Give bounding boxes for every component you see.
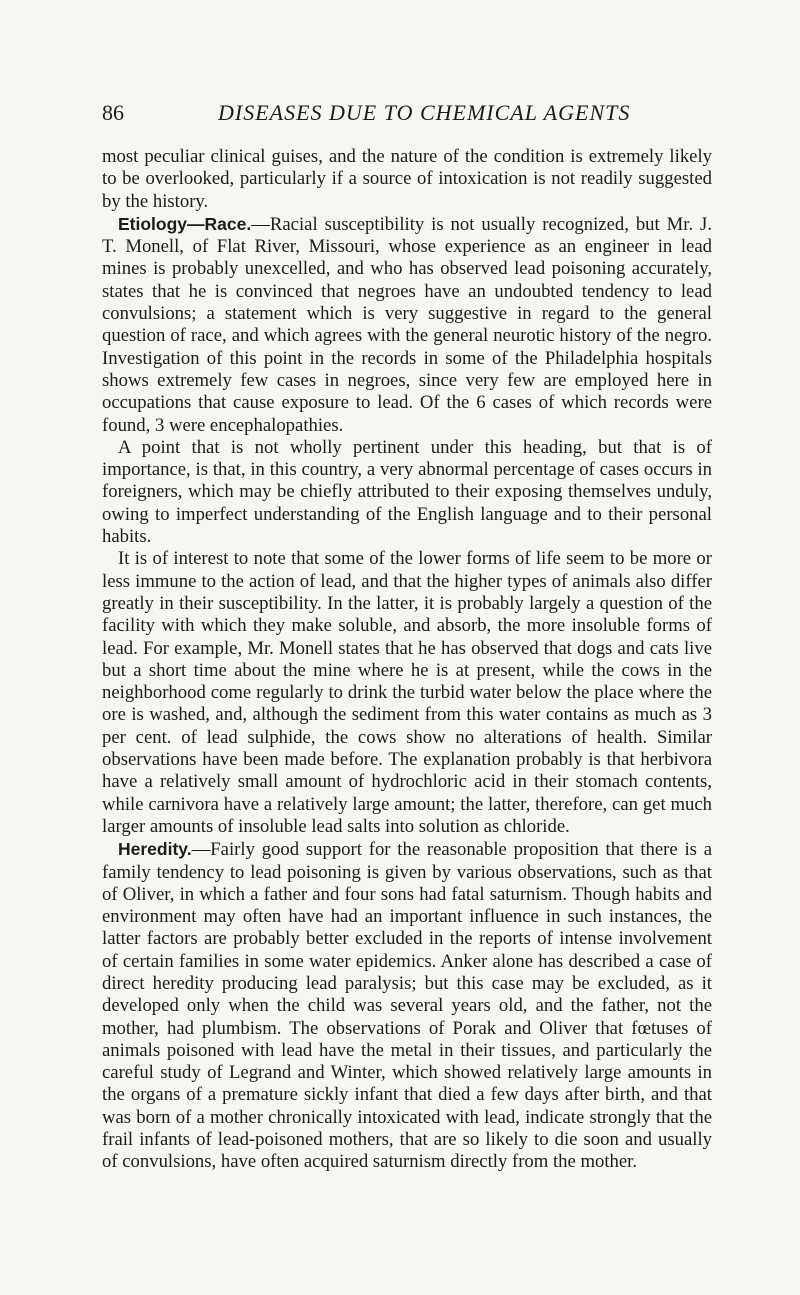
page-header [102,100,712,130]
section-heading-etiology-race: Etiology—Race. [118,213,252,234]
paragraph-animal-susceptibility [102,548,712,838]
paragraph-heredity [102,838,712,1173]
paragraph-text: A point that is not wholly pertinent under this heading, but that is of importance, is that, in this country, a very abnormal percentage of cases occurs in foreigners, which may be chiefly attributed to their exposing themselves unduly, owing to imperfect understanding of the English language and to their personal habits. [102,436,712,548]
paragraph-text: —Fairly good support for the reasonable proposition that there is a family tendency to lead poisoning is given by various observations, such as that of Oliver, in which a father and four sons had fatal saturnism. Though habits and environment may often have had an important influence in such instances, the latter factors are probably better excluded in the reports of intense involvement of certain families in some water epidemics. Anker alone has described a case of direct heredity producing lead paralysis; but this case may be excluded, as it developed only when the child was several years old, and the father, not the mother, had plumbism. The observations of Porak and Oliver that fœtuses of animals poisoned with lead have the metal in their tissues, and particularly the careful study of Legrand and Winter, which showed relatively large amounts in the organs of a premature sickly infant that died a few days after birth, and that was born of a mother chronically intoxicated with lead, indicate strongly that the frail infants of lead-poisoned mothers, that are so likely to die soon and usually of convulsions, have often acquired saturnism directly from the mother. [102,839,712,1173]
body-text [102,146,712,1174]
paragraph-continuation [102,146,712,213]
paragraph-text: —Racial susceptibility is not usually recognized, but Mr. J. T. Monell, of Flat River, Missouri, whose experience as an engineer in lead mines is probably unexcelled, and who has observed lead poisoning accurately, states that he is convinced that negroes have an undoubted tendency to lead convulsions; a statement which is very suggestive in regard to the general question of race, and which agrees with the general neurotic history of the negro. Investigation of this point in the records in some of the Philadelphia hospitals shows extremely few cases in negroes, since very few are employed here in occupations that cause exposure to lead. Of the 6 cases of which records were found, 3 were encephalopathies. [102,213,712,436]
paragraph-foreigners [102,437,712,548]
paragraph-text: It is of interest to note that some of the lower forms of life seem to be more or less immune to the action of lead, and that the higher types of animals also differ greatly in their susceptibility. In the latter, it is probably largely a question of the facility with which they make soluble, and absorb, the more insoluble forms of lead. For example, Mr. Monell states that he has observed that dogs and cats live but a short time about the mine where he is at present, while the cows in the neighborhood come regularly to drink the turbid water below the place where the ore is washed, and, although the sediment from this water contains as much as 3 per cent. of lead sulphide, the cows show no alterations of health. Similar observations have been made before. The explanation probably is that herbivora have a relatively small amount of hydrochloric acid in their stomach contents, while carnivora have a relatively large amount; the latter, therefore, can get much larger amounts of insoluble lead salts into solution as chloride. [102,548,712,837]
section-heading-heredity: Heredity. [118,839,192,860]
paragraph-text: most peculiar clinical guises, and the nature of the condition is extremely likely to be overlooked, particularly if a source of intoxication is not readily suggested by the history. [102,146,712,212]
page-number: 86 [102,100,124,125]
running-title: DISEASES DUE TO CHEMICAL AGENTS [218,100,631,125]
paragraph-etiology-race [102,213,712,437]
